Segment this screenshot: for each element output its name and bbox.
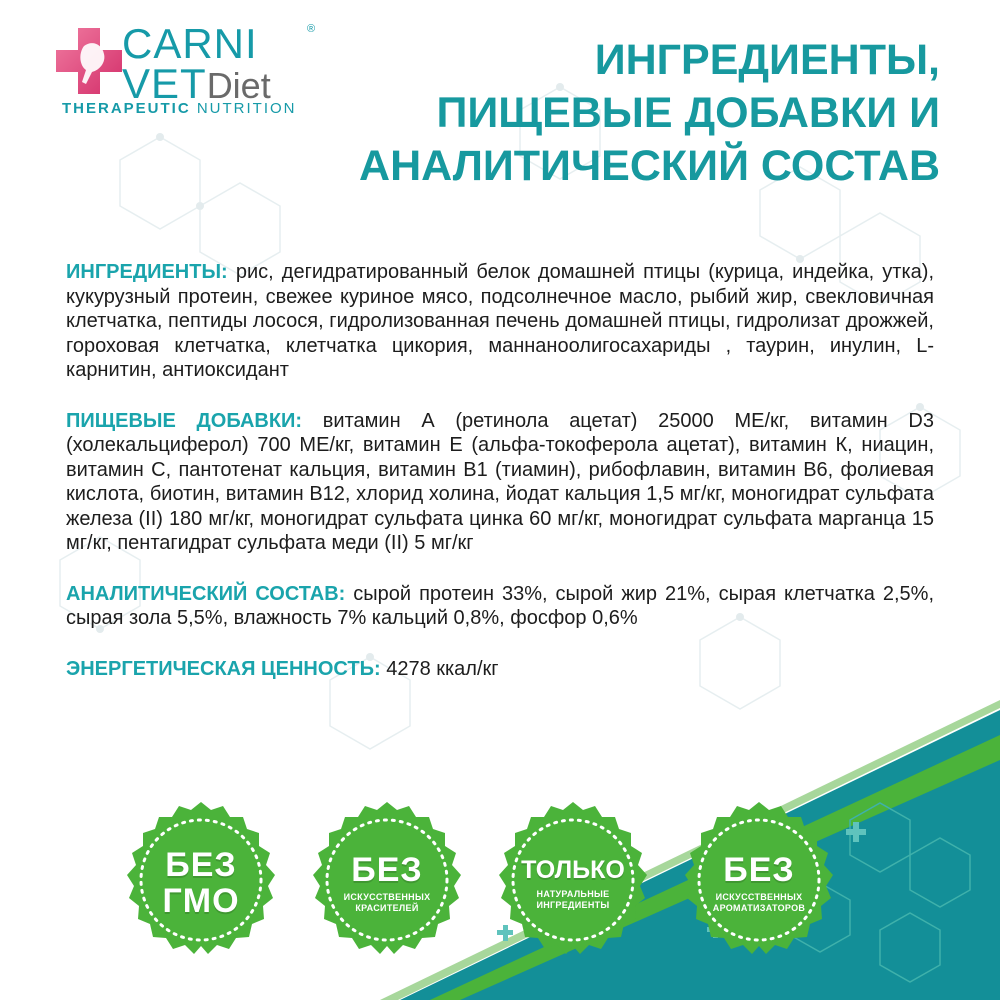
brand-name-line2: VET xyxy=(122,60,207,107)
brand-tagline xyxy=(62,100,297,117)
feature-badges xyxy=(118,800,938,970)
tagline-bold: THERAPEUTIC xyxy=(62,100,191,117)
tagline-rest: NUTRITION xyxy=(190,100,297,117)
badge-no-gmo xyxy=(118,800,284,966)
badge-4-title: БЕЗ xyxy=(723,851,795,889)
analysis-label: АНАЛИТИЧЕСКИЙ СОСТАВ: xyxy=(66,582,346,605)
medical-cross-icon xyxy=(52,24,126,98)
badge-no-colorants xyxy=(304,800,470,966)
badge-no-flavorings xyxy=(676,800,842,966)
registered-mark: ® xyxy=(307,23,316,35)
energy-paragraph xyxy=(66,657,934,682)
badge-4-subtitle: ИСКУССТВЕННЫХ АРОМАТИЗАТОРОВ xyxy=(712,892,806,913)
analysis-text: сырой протеин 33%, сырой жир 21%, сырая клетчатка 2,5%, сырая зола 5,5%, влажность 7% кальций 0,8%, фосфор 0,6% xyxy=(66,582,934,629)
title-line-3: АНАЛИТИЧЕСКИЙ СОСТАВ xyxy=(359,142,940,190)
badge-1-text: БЕЗ ГМО xyxy=(162,846,240,920)
additives-text: витамин А (ретинола ацетат) 25000 МЕ/кг, витамин D3 (холекальциферол) 700 МЕ/кг, витамин Е (альфа-токоферола ацетат), витамин К, ниацин, витамин С, пантотенат кальция, витамин В1 (тиамин), рибофлавин, витамин В6, фолиевая кислота, биотин, витамин В12, хлорид холина, йодат кальция 1,5 мг/кг, моногидрат сульфата железа (II) 180 мг/кг, моногидрат сульфата цинка 60 мг/кг, моногидрат сульфата марганца 15 мг/кг, пентагидрат сульфата меди (II) 5 мг/кг xyxy=(66,409,934,554)
badge-natural-ingredients xyxy=(490,800,656,966)
ingredients-label: ИНГРЕДИЕНТЫ: xyxy=(66,261,228,283)
brand-name-suffix: Diet xyxy=(206,65,271,106)
badge-2-title: БЕЗ xyxy=(351,851,423,889)
analysis-paragraph xyxy=(66,582,934,631)
badge-3-subtitle: НАТУРАЛЬНЫЕ ИНГРЕДИЕНТЫ xyxy=(536,889,610,910)
brand-name-line1: CARNI xyxy=(122,20,258,67)
badge-3-title: ТОЛЬКО xyxy=(521,856,625,884)
brand-name xyxy=(122,20,271,107)
title-line-1: ИНГРЕДИЕНТЫ, xyxy=(594,36,940,84)
energy-label: ЭНЕРГЕТИЧЕСКАЯ ЦЕННОСТЬ: xyxy=(66,657,381,680)
ingredients-paragraph xyxy=(66,260,934,383)
additives-label: ПИЩЕВЫЕ ДОБАВКИ: xyxy=(66,409,303,432)
page-title xyxy=(320,34,940,193)
badge-2-subtitle: ИСКУССТВЕННЫХ КРАСИТЕЛЕЙ xyxy=(343,892,431,913)
title-line-2: ПИЩЕВЫЕ ДОБАВКИ И xyxy=(436,89,940,137)
energy-text: 4278 ккал/кг xyxy=(380,657,499,680)
additives-paragraph xyxy=(66,409,934,556)
ingredients-text: рис, дегидратированный белок домашней птицы (курица, индейка, утка), кукурузный протеин, свежее куриное мясо, подсолнечное масло, рыбий жир, свекловичная клетчатка, пептиды лосося, гидролизованная печень домашней птицы, гидролизат дрожжей, гороховая клетчатка, клетчатка цикория, маннаноолигосахариды , таурин, инулин, L-карнитин, антиоксидант xyxy=(66,261,934,381)
brand-logo[interactable] xyxy=(52,20,352,125)
composition-text xyxy=(66,260,934,707)
